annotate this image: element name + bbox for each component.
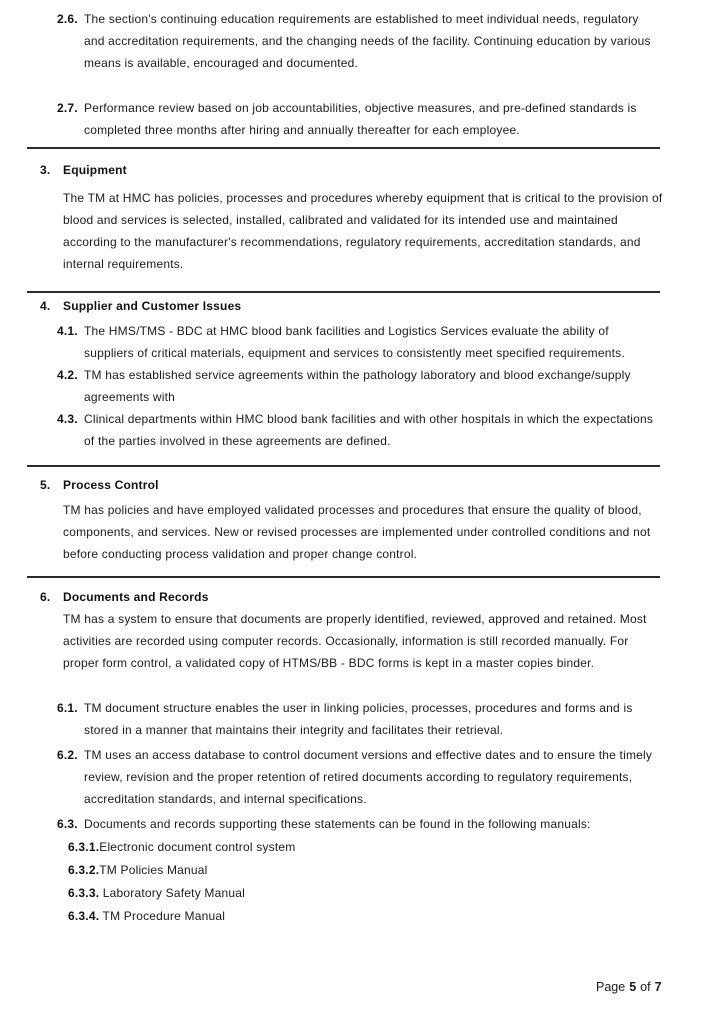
clause-2-7 <box>57 97 724 141</box>
section-5-heading <box>40 474 724 496</box>
clause-number: 2.6. <box>57 12 78 26</box>
clause-4-1 <box>57 320 724 364</box>
clause-number: 6.3.4. <box>68 909 100 923</box>
clause-text: TM has established service agreements within the pathology laboratory and blood exchange/supply agreements with <box>84 368 631 404</box>
section-number: 4. <box>40 299 51 313</box>
clause-text: The section's continuing education requirements are established to meet individual needs, regulatory and accreditation requirements, and the changing needs of the facility. Continuing education by various means is available, encouraged and documented. <box>84 12 651 70</box>
section-title: Process Control <box>63 478 159 492</box>
clause-text: TM document structure enables the user in linking policies, processes, procedures and forms and is stored in a manner that maintains their integrity and facilitates their retrieval. <box>84 701 633 737</box>
section-6-heading <box>40 586 724 608</box>
clause-6-3-4 <box>68 905 724 927</box>
clause-4-2 <box>57 364 724 408</box>
section-3-body: The TM at HMC has policies, processes and procedures whereby equipment that is critical to the provision of blood and services is selected, installed, calibrated and validated for its intended use and maintained according to the manufacturer's recommendations, regulatory requirements, accreditation standards, and internal requirements. <box>63 191 663 271</box>
clause-6-1 <box>57 697 724 741</box>
clause-number: 4.1. <box>57 324 78 338</box>
clause-text: TM Policies Manual <box>99 863 208 877</box>
section-5-body: TM has policies and have employed validated processes and procedures that ensure the quality of blood, components, and services. New or revised processes are implemented under controlled conditions and not before conducting process validation and proper change control. <box>63 503 651 561</box>
clause-6-3-1 <box>68 836 724 858</box>
clause-number: 6.2. <box>57 748 78 762</box>
section-divider <box>27 465 660 467</box>
section-number: 3. <box>40 163 51 177</box>
page-label: Page <box>596 980 626 994</box>
section-4-heading <box>40 295 724 317</box>
clause-6-2 <box>57 744 724 810</box>
of-label: of <box>640 980 651 994</box>
clause-text: Electronic document control system <box>99 840 296 854</box>
section-title: Supplier and Customer Issues <box>63 299 242 313</box>
section-title: Documents and Records <box>63 590 209 604</box>
clause-number: 4.3. <box>57 412 78 426</box>
page-number: 5 <box>629 980 637 994</box>
section-number: 5. <box>40 478 51 492</box>
section-divider <box>27 576 660 578</box>
section-6-body: TM has a system to ensure that documents are properly identified, reviewed, approved and retained. Most activities are recorded using computer records. Occasionally, information is still recorded manually. For proper form control, a validated copy of HTMS/BB - BDC forms is kept in a master copies binder. <box>63 612 647 670</box>
clause-number: 4.2. <box>57 368 78 382</box>
clause-text: Clinical departments within HMC blood bank facilities and with other hospitals in which the expectations of the parties involved in these agreements are defined. <box>84 412 654 448</box>
clause-text: Laboratory Safety Manual <box>99 886 245 900</box>
clause-text: TM uses an access database to control document versions and effective dates and to ensure the timely review, revision and the proper retention of retired documents according to regulatory requirements, accreditation standards, and internal specifications. <box>84 748 653 806</box>
section-title: Equipment <box>63 163 127 177</box>
clause-number: 2.7. <box>57 101 78 115</box>
page-footer <box>596 976 662 998</box>
clause-6-3-2 <box>68 859 724 881</box>
clause-number: 6.3.3. <box>68 886 100 900</box>
clause-number: 6.1. <box>57 701 78 715</box>
clause-number: 6.3. <box>57 817 78 831</box>
clause-text: The HMS/TMS - BDC at HMC blood bank facilities and Logistics Services evaluate the ability of suppliers of critical materials, equipment and services to consistently meet specified requirements. <box>84 324 625 360</box>
clause-2-6 <box>57 8 724 74</box>
clause-number: 6.3.1. <box>68 840 100 854</box>
clause-text: Documents and records supporting these statements can be found in the following manuals: <box>84 817 591 831</box>
clause-number: 6.3.2. <box>68 863 100 877</box>
section-divider <box>27 291 660 293</box>
section-3-heading <box>40 159 724 181</box>
total-pages: 7 <box>654 980 662 994</box>
clause-6-3-3 <box>68 882 724 904</box>
clause-text: Performance review based on job accountabilities, objective measures, and pre-defined standards is completed three months after hiring and annually thereafter for each employee. <box>84 101 637 137</box>
clause-6-3 <box>57 813 724 835</box>
clause-text: TM Procedure Manual <box>99 909 226 923</box>
section-number: 6. <box>40 590 51 604</box>
clause-4-3 <box>57 408 724 452</box>
section-divider <box>27 147 660 149</box>
